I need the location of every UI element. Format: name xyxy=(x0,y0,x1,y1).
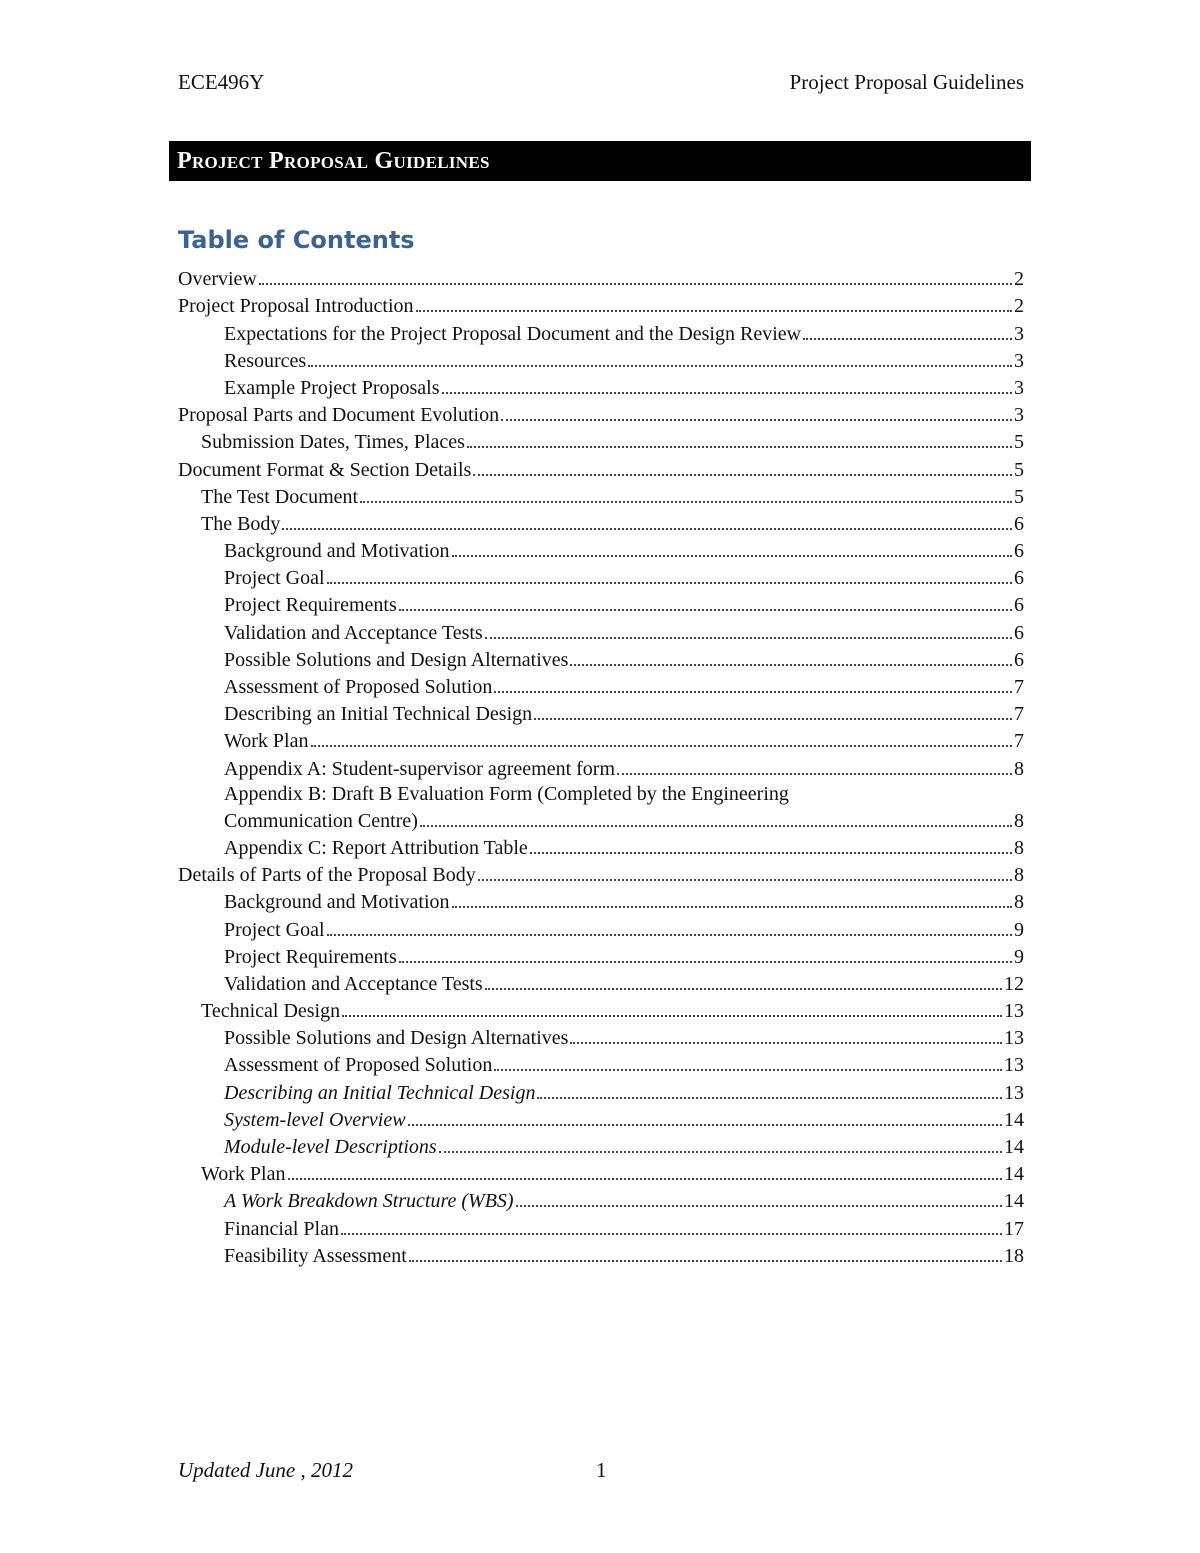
toc-entry-page: 14 xyxy=(1004,1190,1024,1213)
title-banner xyxy=(169,141,1031,181)
header-course-code: ECE496Y xyxy=(178,70,265,94)
toc-entry[interactable] xyxy=(178,1186,1024,1213)
toc-dot-leader xyxy=(534,718,1012,720)
toc-entry-page: 7 xyxy=(1014,676,1024,698)
toc-dot-leader xyxy=(327,934,1012,936)
toc-dot-leader xyxy=(617,773,1012,775)
toc-entry-page: 13 xyxy=(1004,1054,1024,1077)
toc-entry[interactable] xyxy=(178,400,1024,427)
toc-dot-leader xyxy=(282,528,1012,530)
toc-entry-title: Assessment of Proposed Solution xyxy=(224,1054,493,1077)
toc-dot-leader xyxy=(341,1233,1002,1235)
toc-entry[interactable] xyxy=(178,1023,1024,1050)
toc-entry-title: The Body xyxy=(201,512,281,535)
toc-entry-title: Validation and Acceptance Tests xyxy=(224,621,483,644)
toc-dot-leader xyxy=(494,1069,1002,1071)
toc-dot-leader xyxy=(537,1097,1002,1099)
page-title: Project Proposal Guidelines xyxy=(177,147,490,174)
toc-entry-title: Document Format & Section Details xyxy=(178,458,472,481)
toc-entry-page: 14 xyxy=(1004,1163,1024,1186)
toc-entry[interactable] xyxy=(178,996,1024,1023)
toc-entry-title: Expectations for the Project Proposal Document and the Design Review xyxy=(224,322,802,345)
toc-dot-leader xyxy=(516,1205,1002,1207)
toc-entry-title: Work Plan xyxy=(201,1163,286,1186)
toc-entry[interactable] xyxy=(178,645,1024,672)
toc-entry-page: 9 xyxy=(1014,945,1024,968)
toc-entry[interactable] xyxy=(178,427,1024,454)
toc-dot-leader xyxy=(399,961,1012,963)
toc-entry-title: Communication Centre) xyxy=(224,809,418,832)
toc-dot-leader xyxy=(399,609,1012,611)
toc-entry-page: 13 xyxy=(1004,1027,1024,1050)
toc-entry-title: Background and Motivation xyxy=(224,891,450,914)
toc-entry-page: 14 xyxy=(1004,1108,1024,1131)
toc-entry[interactable] xyxy=(178,860,1024,887)
toc-entry-page: 14 xyxy=(1004,1136,1024,1158)
toc-entry[interactable] xyxy=(178,781,1024,806)
toc-dot-leader xyxy=(409,1260,1002,1262)
toc-entry[interactable] xyxy=(178,1213,1024,1240)
toc-entry-page: 2 xyxy=(1014,295,1024,318)
toc-entry[interactable] xyxy=(178,454,1024,481)
toc-entry[interactable] xyxy=(178,699,1024,726)
toc-heading: Table of Contents xyxy=(178,226,415,254)
toc-entry-title: Module-level Descriptions xyxy=(224,1136,437,1158)
toc-entry-title: Proposal Parts and Document Evolution xyxy=(178,404,500,427)
toc-entry-page: 6 xyxy=(1014,567,1024,590)
toc-entry-page: 6 xyxy=(1014,594,1024,617)
footer-updated-date: Updated June , 2012 xyxy=(178,1458,353,1482)
toc-entry[interactable] xyxy=(178,346,1024,373)
toc-entry-title: Appendix B: Draft B Evaluation Form (Completed by the Engineering xyxy=(224,782,789,805)
toc-entry[interactable] xyxy=(178,1050,1024,1077)
header-document-title: Project Proposal Guidelines xyxy=(789,70,1024,94)
toc-dot-leader xyxy=(420,825,1012,827)
toc-entry-title: Possible Solutions and Design Alternatives xyxy=(224,648,569,671)
toc-entry[interactable] xyxy=(178,509,1024,536)
toc-entry-page: 5 xyxy=(1014,485,1024,508)
toc-entry[interactable] xyxy=(178,1241,1024,1268)
toc-dot-leader xyxy=(442,392,1012,394)
toc-entry-page: 3 xyxy=(1014,404,1024,427)
toc-entry[interactable] xyxy=(178,373,1024,400)
toc-entry-page: 3 xyxy=(1014,349,1024,372)
toc-entry-title: Details of Parts of the Proposal Body xyxy=(178,864,476,887)
toc-entry[interactable] xyxy=(178,833,1024,860)
toc-entry[interactable] xyxy=(178,753,1024,780)
toc-entry-page: 8 xyxy=(1014,891,1024,914)
toc-entry-page: 5 xyxy=(1014,431,1024,454)
toc-entry-title: Resources xyxy=(224,349,307,372)
toc-entry-title: Background and Motivation xyxy=(224,540,450,563)
toc-entry[interactable] xyxy=(178,590,1024,617)
toc-entry-page: 12 xyxy=(1004,972,1024,995)
toc-dot-leader xyxy=(342,1015,1002,1017)
toc-entry-page: 9 xyxy=(1014,918,1024,941)
toc-entry-title: Work Plan xyxy=(224,730,309,753)
toc-dot-leader xyxy=(408,1124,1002,1126)
toc-entry-page: 8 xyxy=(1014,864,1024,887)
toc-entry[interactable] xyxy=(178,1077,1024,1104)
toc-entry-page: 6 xyxy=(1014,540,1024,563)
toc-dot-leader xyxy=(530,852,1012,854)
toc-entry-title: Project Requirements xyxy=(224,945,397,968)
toc-dot-leader xyxy=(494,691,1012,693)
toc-entry-page: 8 xyxy=(1014,809,1024,832)
toc-entry-page: 8 xyxy=(1014,836,1024,859)
toc-entry-page: 7 xyxy=(1014,703,1024,726)
toc-entry-title: Describing an Initial Technical Design xyxy=(224,703,533,726)
toc-entry[interactable] xyxy=(178,1105,1024,1132)
footer-page-number: 1 xyxy=(596,1458,607,1482)
toc-entry[interactable] xyxy=(178,1132,1024,1159)
toc-entry[interactable] xyxy=(178,617,1024,644)
toc-entry-title: Validation and Acceptance Tests xyxy=(224,972,483,995)
toc-entry-page: 6 xyxy=(1014,512,1024,535)
toc-entry[interactable] xyxy=(178,969,1024,996)
toc-dot-leader xyxy=(478,879,1012,881)
toc-dot-leader xyxy=(259,283,1012,285)
toc-entry[interactable] xyxy=(178,887,1024,914)
toc-dot-leader xyxy=(501,419,1012,421)
toc-dot-leader xyxy=(416,310,1012,312)
toc-entry-title: Project Proposal Introduction xyxy=(178,295,414,318)
toc-entry-title: Describing an Initial Technical Design xyxy=(224,1081,536,1104)
toc-entry-title: Project Requirements xyxy=(224,594,397,617)
toc-entry-page: 18 xyxy=(1004,1244,1024,1267)
toc-entry[interactable] xyxy=(178,563,1024,590)
toc-entry-page: 6 xyxy=(1014,648,1024,671)
toc-entry-title: Project Goal xyxy=(224,918,325,941)
toc-dot-leader xyxy=(473,474,1012,476)
toc-entry[interactable] xyxy=(178,1159,1024,1186)
toc-dot-leader xyxy=(452,555,1012,557)
toc-entry-page: 3 xyxy=(1014,322,1024,345)
toc-dot-leader xyxy=(311,745,1013,747)
toc-entry-title: Submission Dates, Times, Places xyxy=(201,431,465,454)
toc-entry-title: Feasibility Assessment xyxy=(224,1244,407,1267)
toc-entry-title: A Work Breakdown Structure (WBS) xyxy=(224,1190,514,1213)
toc-entry-title: Example Project Proposals xyxy=(224,376,440,399)
toc-entry-title: The Test Document xyxy=(201,485,359,508)
toc-dot-leader xyxy=(570,664,1012,666)
toc-entry-title: Appendix C: Report Attribution Table xyxy=(224,836,528,859)
toc-dot-leader xyxy=(452,906,1012,908)
toc-entry-page: 3 xyxy=(1014,376,1024,399)
toc-entry-title: Technical Design xyxy=(201,1000,341,1023)
toc-dot-leader xyxy=(570,1042,1002,1044)
toc-entry[interactable] xyxy=(178,291,1024,318)
toc-entry[interactable] xyxy=(178,914,1024,941)
toc-dot-leader xyxy=(439,1151,1002,1153)
toc-entry-title: Assessment of Proposed Solution xyxy=(224,676,493,698)
toc-entry-page: 13 xyxy=(1004,1081,1024,1104)
table-of-contents xyxy=(178,264,1024,1268)
toc-dot-leader xyxy=(360,501,1012,503)
toc-entry[interactable] xyxy=(178,942,1024,969)
toc-entry-page: 5 xyxy=(1014,458,1024,481)
toc-entry[interactable] xyxy=(178,318,1024,345)
toc-entry-title: Appendix A: Student-supervisor agreement form xyxy=(224,757,616,780)
toc-dot-leader xyxy=(467,446,1012,448)
toc-entry-title: Project Goal xyxy=(224,567,325,590)
toc-entry-page: 8 xyxy=(1014,757,1024,780)
toc-entry-page: 6 xyxy=(1014,621,1024,644)
toc-dot-leader xyxy=(288,1178,1003,1180)
toc-entry[interactable] xyxy=(178,264,1024,291)
toc-dot-leader xyxy=(308,365,1012,367)
toc-entry-page: 2 xyxy=(1014,268,1024,291)
toc-entry[interactable] xyxy=(178,482,1024,509)
toc-entry-title: Possible Solutions and Design Alternatives xyxy=(224,1027,569,1050)
toc-entry[interactable] xyxy=(178,726,1024,753)
toc-entry[interactable] xyxy=(178,536,1024,563)
toc-entry-title: System-level Overview xyxy=(224,1108,406,1131)
toc-dot-leader xyxy=(803,338,1012,340)
toc-dot-leader xyxy=(485,988,1002,990)
toc-entry-page: 17 xyxy=(1004,1217,1024,1240)
toc-entry[interactable] xyxy=(178,672,1024,699)
toc-entry[interactable] xyxy=(178,806,1024,833)
toc-dot-leader xyxy=(485,637,1012,639)
toc-entry-page: 7 xyxy=(1014,730,1024,753)
toc-entry-title: Financial Plan xyxy=(224,1217,339,1240)
toc-entry-title: Overview xyxy=(178,268,257,291)
toc-entry-page: 13 xyxy=(1004,1000,1024,1023)
toc-dot-leader xyxy=(327,582,1012,584)
